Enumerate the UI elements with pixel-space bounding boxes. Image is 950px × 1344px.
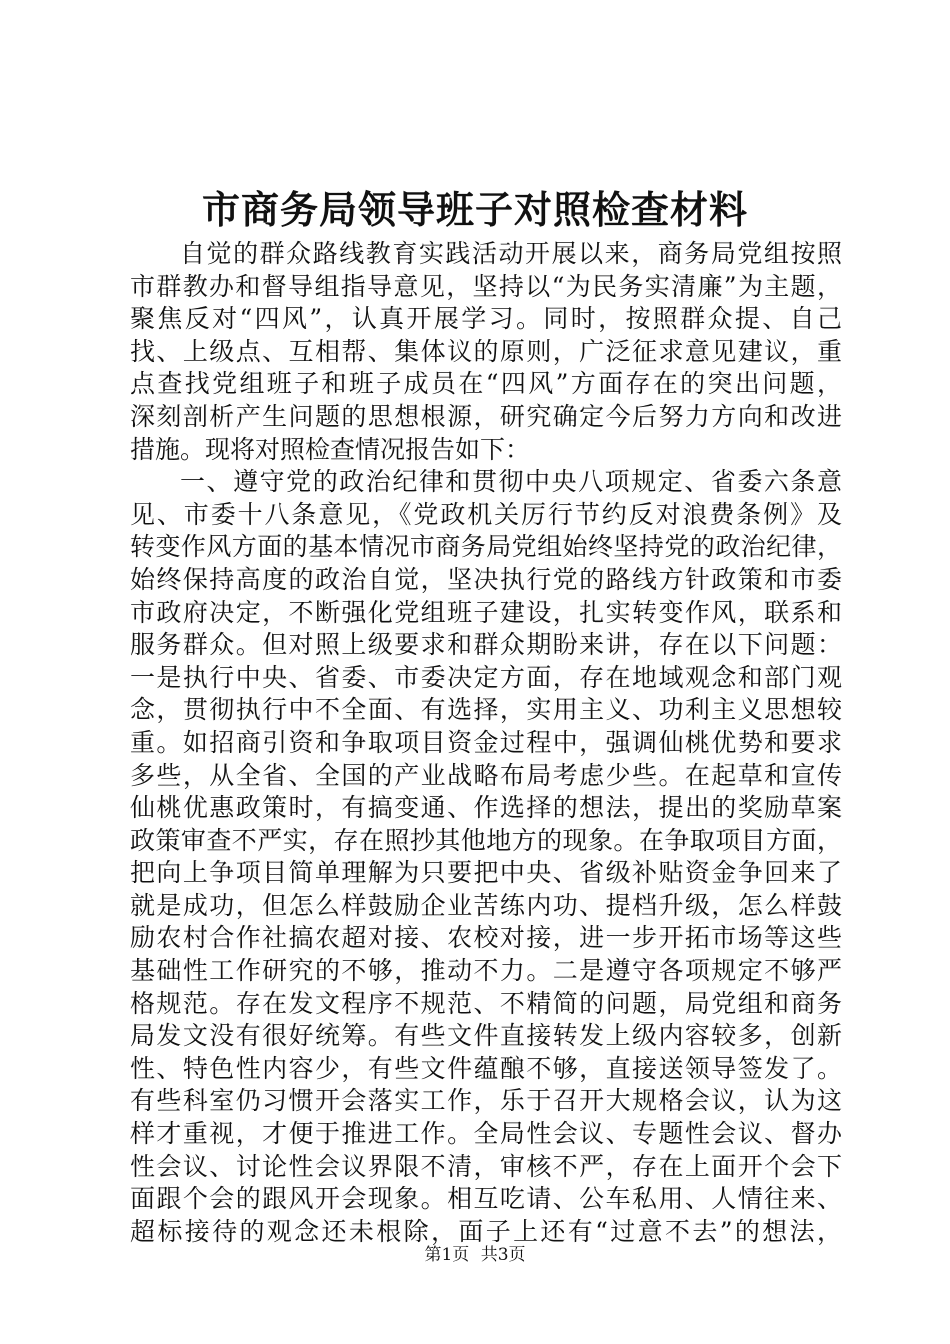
text-line: 把向上争项目简单理解为只要把中央、省级补贴资金争回来了 xyxy=(130,858,842,888)
text-line: 仙桃优惠政策时，有搞变通、作选择的想法，提出的奖励草案 xyxy=(130,793,842,823)
text-line: 超标接待的观念还未根除，面子上还有“过意不去”的想法， xyxy=(130,1216,842,1246)
page-footer: 第1页 共3页 xyxy=(424,1245,526,1265)
text-line: 市政府决定，不断强化党组班子建设，扎实转变作风，联系和 xyxy=(130,597,842,627)
text-line: 聚焦反对“四风”，认真开展学习。同时，按照群众提、自己 xyxy=(130,304,842,334)
text-line: 市群教办和督导组指导意见，坚持以“为民务实清廉”为主题， xyxy=(130,271,842,301)
text-line: 样才重视，才便于推进工作。全局性会议、专题性会议、督办 xyxy=(130,1119,842,1149)
text-line: 基础性工作研究的不够，推动不力。二是遵守各项规定不够严 xyxy=(130,956,842,986)
text-line: 格规范。存在发文程序不规范、不精简的问题，局党组和商务 xyxy=(130,988,842,1018)
text-line: 点查找党组班子和班子成员在“四风”方面存在的突出问题， xyxy=(130,369,842,399)
text-line: 有些科室仍习惯开会落实工作，乐于召开大规格会议，认为这 xyxy=(130,1086,842,1116)
document-body xyxy=(130,238,842,1248)
text-line: 政策审查不严实，存在照抄其他地方的现象。在争取项目方面， xyxy=(130,825,842,855)
page-title: 市商务局领导班子对照检查材料 xyxy=(201,187,748,232)
text-line: 念，贯彻执行中不全面、有选择，实用主义、功利主义思想较 xyxy=(130,695,842,725)
text-line: 就是成功，但怎么样鼓励企业苦练内功、提档升级，怎么样鼓 xyxy=(130,890,842,920)
text-line: 服务群众。但对照上级要求和群众期盼来讲，存在以下问题： xyxy=(130,630,842,660)
text-line: 多些，从全省、全国的产业战略布局考虑少些。在起草和宣传 xyxy=(130,760,842,790)
text-line: 性、特色性内容少，有些文件蕴酿不够，直接送领导签发了。 xyxy=(130,1053,842,1083)
text-line: 面跟个会的跟风开会现象。相互吃请、公车私用、人情往来、 xyxy=(130,1184,842,1214)
text-line: 措施。现将对照检查情况报告如下： xyxy=(130,434,531,464)
text-line: 自觉的群众路线教育实践活动开展以来，商务局党组按照 xyxy=(180,239,842,268)
text-line: 一、遵守党的政治纪律和贯彻中央八项规定、省委六条意 xyxy=(180,467,842,497)
text-line: 一是执行中央、省委、市委决定方面，存在地域观念和部门观 xyxy=(130,662,842,692)
text-line: 深刻剖析产生问题的思想根源，研究确定今后努力方向和改进 xyxy=(130,401,842,431)
text-line: 找、上级点、互相帮、集体议的原则，广泛征求意见建议，重 xyxy=(130,336,842,366)
text-line: 励农村合作社搞农超对接、农校对接，进一步开拓市场等这些 xyxy=(130,923,842,953)
text-line: 重。如招商引资和争取项目资金过程中，强调仙桃优势和要求 xyxy=(130,727,842,757)
text-line: 见、市委十八条意见，《党政机关厉行节约反对浪费条例》及 xyxy=(130,499,842,529)
text-line: 性会议、讨论性会议界限不清，审核不严，存在上面开个会下 xyxy=(130,1151,842,1181)
text-line: 始终保持高度的政治自觉，坚决执行党的路线方针政策和市委 xyxy=(130,564,842,594)
text-line: 转变作风方面的基本情况市商务局党组始终坚持党的政治纪律， xyxy=(130,532,842,562)
text-line: 局发文没有很好统筹。有些文件直接转发上级内容较多，创新 xyxy=(130,1021,842,1051)
